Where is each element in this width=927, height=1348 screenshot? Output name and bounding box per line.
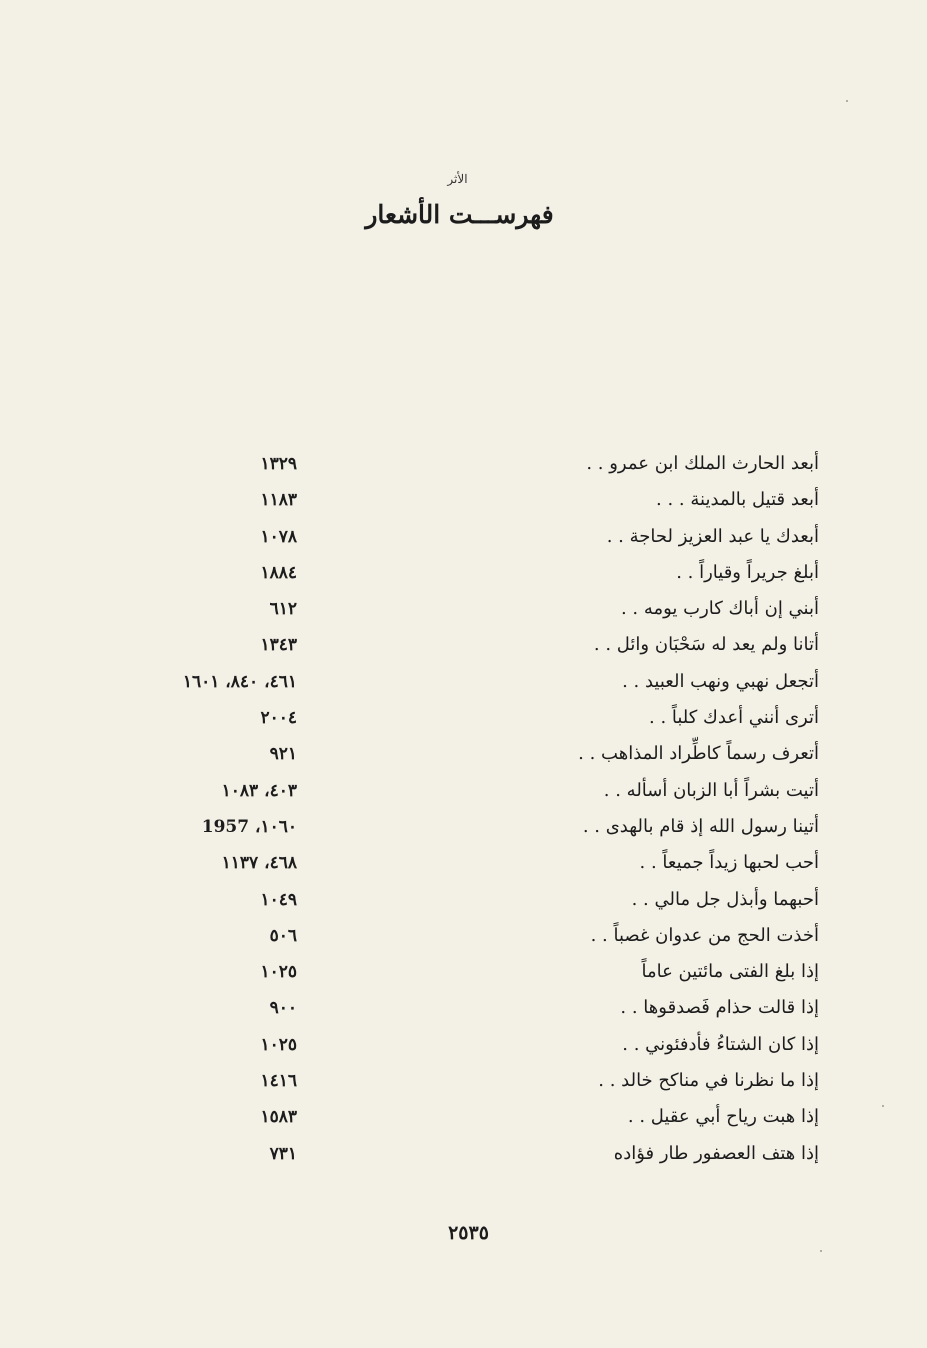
page-references: ١١٨٣ [260,490,297,511]
verse-incipit: إذا بلغ الفتى مائتين عاماً [641,961,819,983]
verse-incipit: أتيت بشراً أبا الزبان أسأله . . [603,779,819,801]
page-references: ١٠٢٥ [260,962,297,983]
verse-incipit: أحب لحبها زيداً جميعاً . . [639,852,819,874]
page-references: ١٣٢٩ [260,454,297,474]
index-row [0,920,927,956]
page-references: ٤٦٨، ١١٣٧ [221,853,297,874]
index-row [0,992,927,1028]
page-references: ٧٣١ [269,1143,297,1164]
verse-incipit: أترى أنني أعدك كلباً . . [649,707,819,729]
page-references: ٥٠٦ [269,925,297,946]
verse-incipit: إذا هبت رياح أبي عقيل . . [627,1106,819,1128]
verse-incipit: إذا كان الشتاءُ فأدفئوني . . [622,1033,819,1055]
page-title-text: فهرســـت الأشعار [365,200,554,229]
index-row [0,884,927,920]
verse-incipit: أتينا رسول الله إذ قام بالهدى . . [582,815,819,837]
index-row [0,775,927,811]
page-number-text: ٢٥٣٥ [448,1222,489,1244]
page-references: ١٠٢٥ [260,1034,297,1055]
index-row [0,593,927,629]
index-row [0,1065,927,1101]
verse-incipit: أبعد الحارث الملك ابن عمرو . . [586,453,819,474]
running-header [0,172,927,186]
page-references: ٤٠٣، ١٠٨٣ [221,780,297,801]
index-row [0,702,927,738]
page-references: ٩٠٠ [269,998,297,1019]
page-references: ١٨٨٤ [260,562,297,583]
index-row [0,811,927,847]
index-row [0,484,927,520]
verse-incipit: أحبهما وأبذل جل مالي . . [631,888,819,910]
page-title [0,200,927,229]
verse-incipit: أبلغ جريراً وقياراً . . [676,561,819,583]
index-row [0,666,927,702]
page-references: ٤٦١، ٨٤٠، ١٦٠١ [182,671,297,692]
verse-incipit: أتجعل نهبي ونهب العبيد . . [622,670,819,692]
paper-speck [882,1105,884,1107]
index-row [0,629,927,665]
index-row [0,448,927,484]
index-row [0,956,927,992]
page-references: ٢٠٠٤ [260,708,297,729]
index-row [0,1029,927,1065]
index-row [0,557,927,593]
verse-incipit: أتانا ولم يعد له سَحْبَان وائل . . [593,634,819,656]
page-references: ١٥٨٣ [260,1107,297,1128]
verse-incipit: أبني إن أباك كارب يومه . . [620,598,819,620]
page-references: ١٤١٦ [260,1071,297,1092]
running-header-text: الأثر [447,172,468,186]
index-row [0,521,927,557]
index-row [0,1138,927,1174]
verse-incipit: إذا هتف العصفور طار فؤاده [613,1142,819,1164]
page-references: ٦١٢ [269,599,297,620]
poetry-index-list [0,448,927,1174]
paper-speck [846,100,848,102]
verse-incipit: أبعد قتيل بالمدينة . . . [656,489,819,511]
page-references: ١٠٤٩ [260,889,297,910]
verse-incipit: أبعدك يا عبد العزيز لحاجة . . [606,525,819,547]
paper-speck [820,1250,822,1252]
index-row [0,738,927,774]
page-number [0,1222,927,1244]
verse-incipit: أتعرف رسماً كاطِّراد المذاهب . . [578,743,819,765]
page-references: ١٠٧٨ [260,526,297,547]
verse-incipit: إذا قالت حذام فَصدقوها . . [620,997,819,1019]
page-references: ٩٢١ [269,744,297,765]
page-references: ١٣٤٣ [260,635,297,656]
page-references: ١٠٦٠، 1957 [201,816,297,837]
index-row [0,847,927,883]
index-row [0,1101,927,1137]
verse-incipit: أخذت الحج من عدوان غصباً . . [590,924,819,946]
verse-incipit: إذا ما نظرنا في مناكح خالد . . [598,1070,819,1092]
